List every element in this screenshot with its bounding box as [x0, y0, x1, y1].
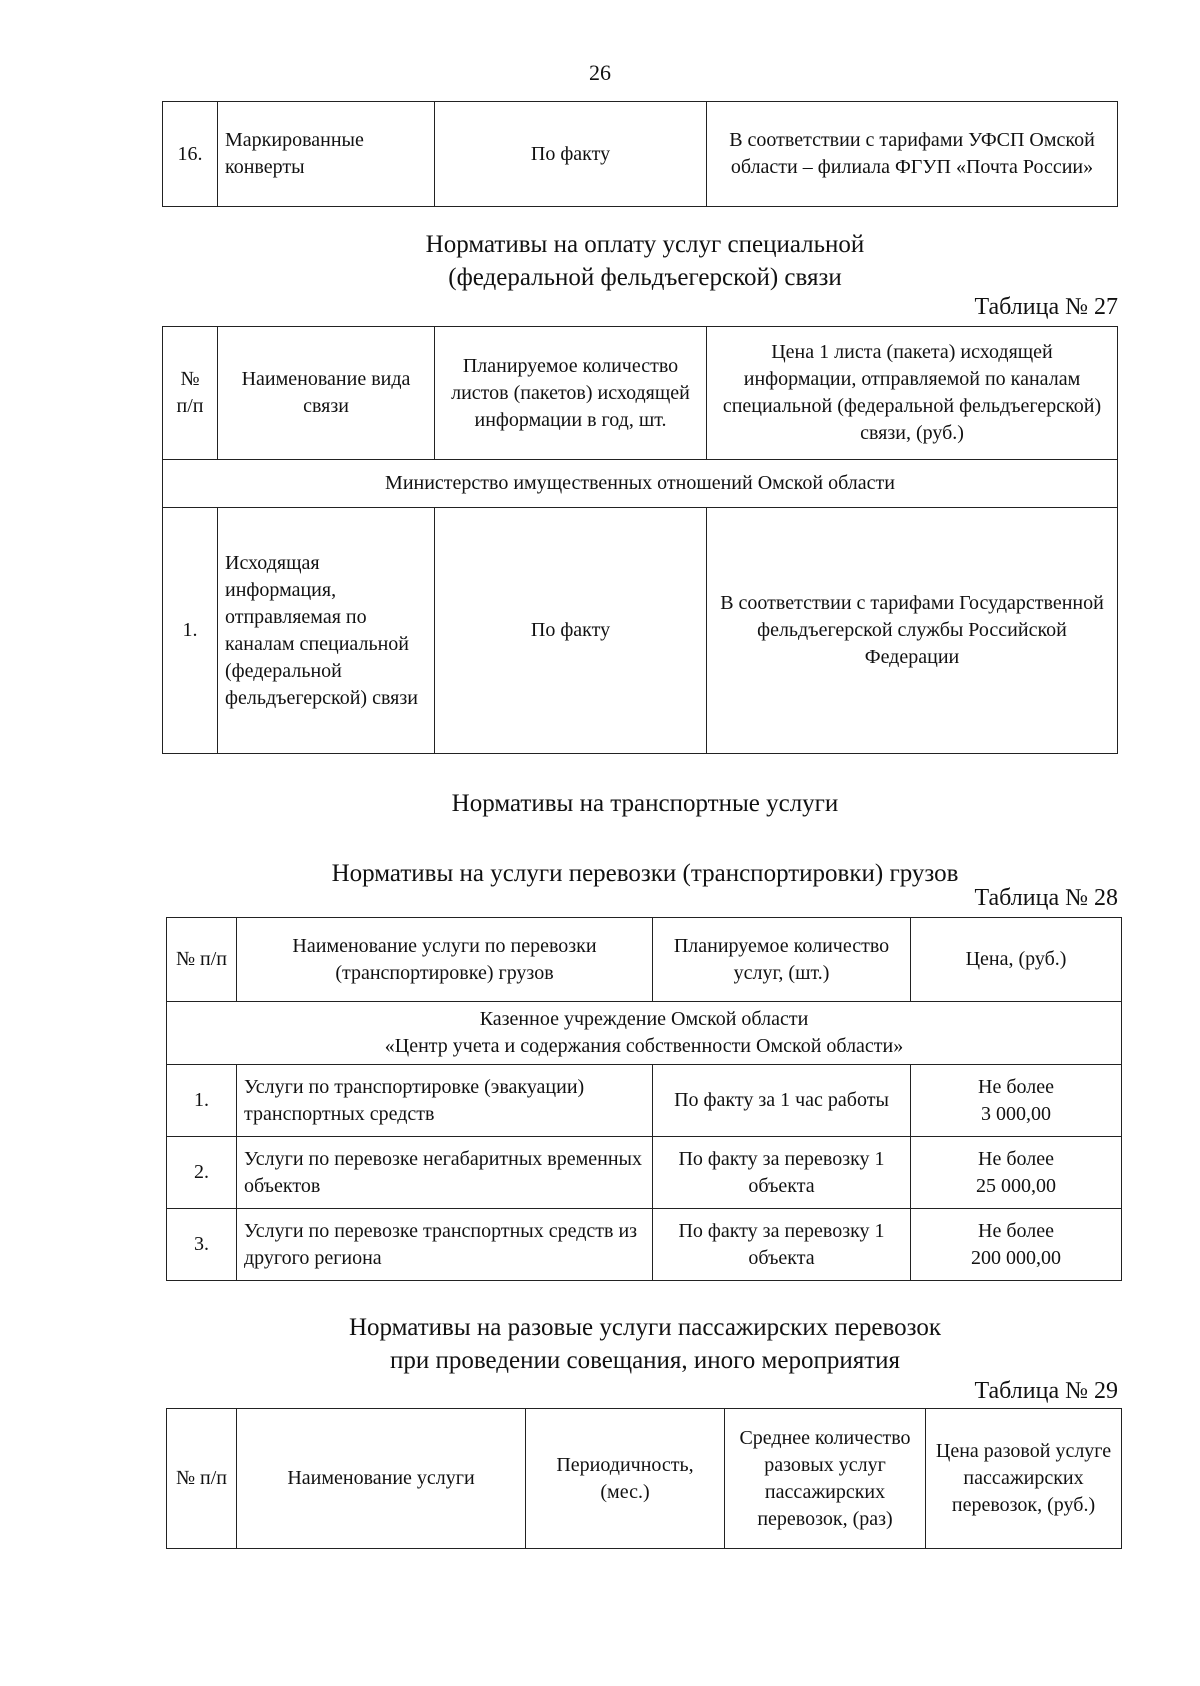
row-number: 1. — [167, 1065, 237, 1137]
page-number: 26 — [589, 60, 611, 85]
column-header: Цена, (руб.) — [911, 918, 1122, 1002]
service-name: Услуги по транспортировке (эвакуации) транспортных средств — [237, 1065, 653, 1137]
column-header: № п/п — [167, 1409, 237, 1549]
price — [911, 1065, 1122, 1137]
table-27-label: Таблица № 27 — [974, 294, 1118, 320]
section-28-heading: Нормативы на услуги перевозки (транспортировки) грузов — [331, 860, 959, 887]
column-header: Периодичность, (мес.) — [526, 1409, 725, 1549]
quantity: По факту за перевозку 1 объекта — [653, 1137, 911, 1209]
quantity: По факту за перевозку 1 объекта — [653, 1209, 911, 1281]
table-row — [163, 102, 1118, 207]
column-header: Наименование услуги по перевозки (транспортировке) грузов — [237, 918, 653, 1002]
price-line: 200 000,00 — [971, 1246, 1061, 1269]
price-line: Не более — [978, 1219, 1054, 1242]
price — [911, 1209, 1122, 1281]
table-29-label: Таблица № 29 — [974, 1378, 1118, 1404]
price-line: Не более — [978, 1075, 1054, 1098]
section-27-heading — [0, 228, 1200, 295]
table-group-row — [167, 1002, 1122, 1065]
table-28 — [166, 917, 1122, 1281]
service-name: Маркированные конверты — [218, 102, 435, 207]
column-header: Планируемое количество листов (пакетов) исходящей информации в год, шт. — [435, 327, 707, 460]
service-name: Исходящая информация, отправляемая по каналам специальной (федеральной фельдъегерской) связи — [218, 508, 435, 754]
table-row — [167, 1065, 1122, 1137]
column-header: Цена разовой услуге пассажирских перевозок, (руб.) — [926, 1409, 1122, 1549]
table-row — [163, 508, 1118, 754]
table-row — [167, 1209, 1122, 1281]
row-number: 1. — [163, 508, 218, 754]
table-header-row — [167, 918, 1122, 1002]
row-number: 16. — [163, 102, 218, 207]
table-top — [162, 101, 1118, 207]
service-name: Услуги по перевозке транспортных средств из другого региона — [237, 1209, 653, 1281]
heading-line: при проведении совещания, иного мероприятия — [389, 1347, 901, 1375]
quantity: По факту за 1 час работы — [653, 1065, 911, 1137]
heading-line: (федеральной фельдъегерской) связи — [448, 264, 842, 292]
service-name: Услуги по перевозке негабаритных временных объектов — [237, 1137, 653, 1209]
table-29 — [166, 1408, 1122, 1549]
section-29-heading — [0, 1311, 1200, 1378]
quantity: По факту — [435, 102, 707, 207]
price: В соответствии с тарифами Государственной фельдъегерской службы Российской Федерации — [707, 508, 1118, 754]
column-header: Наименование услуги — [237, 1409, 526, 1549]
column-header: Среднее количество разовых услуг пассажирских перевозок, (раз) — [725, 1409, 926, 1549]
heading-line: Нормативы на разовые услуги пассажирских перевозок — [348, 1314, 942, 1341]
column-header: Цена 1 листа (пакета) исходящей информации, отправляемой по каналам специальной (федеральной фельдъегерской) связи, (руб.) — [707, 327, 1118, 460]
price-line: 25 000,00 — [976, 1174, 1056, 1197]
table-row — [167, 1137, 1122, 1209]
column-header: № п/п — [163, 327, 218, 460]
table-group-row — [163, 460, 1118, 508]
table-header-row — [167, 1409, 1122, 1549]
group-title-line: «Центр учета и содержания собственности Омской области» — [384, 1035, 904, 1057]
heading-line: Нормативы на оплату услуг специальной — [425, 231, 865, 258]
price — [911, 1137, 1122, 1209]
table-27 — [162, 326, 1118, 754]
column-header: № п/п — [167, 918, 237, 1002]
quantity: По факту — [435, 508, 707, 754]
row-number: 2. — [167, 1137, 237, 1209]
table-28-label: Таблица № 28 — [974, 885, 1118, 911]
row-number: 3. — [167, 1209, 237, 1281]
column-header: Наименование вида связи — [218, 327, 435, 460]
price: В соответствии с тарифами УФСП Омской области – филиала ФГУП «Почта России» — [707, 102, 1118, 207]
group-title: Министерство имущественных отношений Омской области — [163, 460, 1118, 508]
price-line: Не более — [978, 1147, 1054, 1170]
transport-heading: Нормативы на транспортные услуги — [451, 790, 839, 817]
table-header-row — [163, 327, 1118, 460]
price-line: 3 000,00 — [981, 1102, 1051, 1125]
group-title — [167, 1002, 1122, 1065]
group-title-line: Казенное учреждение Омской области — [479, 1008, 809, 1030]
column-header: Планируемое количество услуг, (шт.) — [653, 918, 911, 1002]
